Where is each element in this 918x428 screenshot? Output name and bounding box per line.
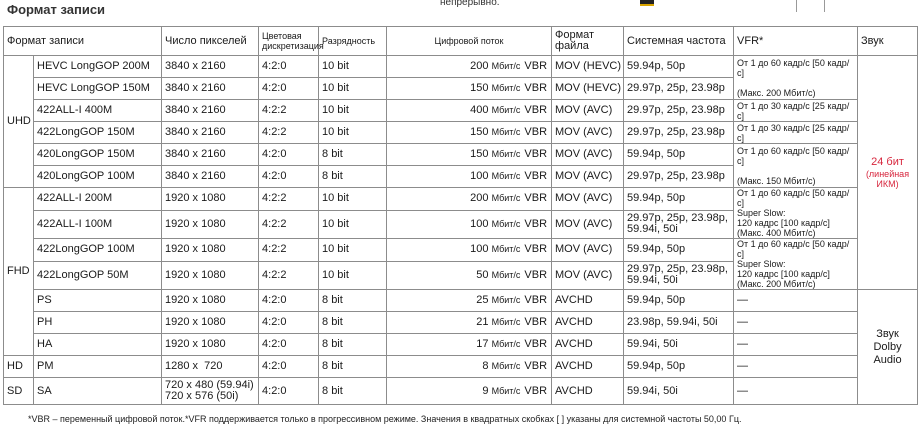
system-frequency: 59.94i, 50i	[624, 378, 734, 405]
system-frequency: 59.94p, 50p	[624, 239, 734, 262]
pixel-count: 3840 x 2160	[162, 78, 259, 100]
format-name: PS	[34, 290, 162, 312]
bitrate: 50 Мбит/с VBR	[387, 261, 552, 289]
bitrate: 200 Мбит/с VBR	[387, 188, 552, 211]
header-color-sampling: Цветовая дискретизация	[259, 27, 319, 56]
bitrate: 150 Мбит/с VBR	[387, 78, 552, 100]
table-row	[4, 144, 918, 166]
system-frequency: 23.98p, 59.94i, 50i	[624, 312, 734, 334]
file-format: AVCHD	[552, 334, 624, 356]
file-format: MOV (AVC)	[552, 210, 624, 238]
color-sampling: 4:2:0	[259, 78, 319, 100]
bit-depth: 8 bit	[319, 144, 387, 166]
color-sampling: 4:2:2	[259, 210, 319, 238]
format-name: 422LongGOP 50M	[34, 261, 162, 289]
bitrate: 9 Мбит/с VBR	[387, 378, 552, 405]
pixel-count: 1280 x 720	[162, 356, 259, 378]
vfr-cell: —	[734, 378, 858, 405]
system-frequency: 59.94i, 50i	[624, 334, 734, 356]
format-name: 420LongGOP 150M	[34, 144, 162, 166]
table-row	[4, 188, 918, 211]
format-name: 422LongGOP 100M	[34, 239, 162, 262]
pixel-count: 3840 x 2160	[162, 122, 259, 144]
bitrate: 100 Мбит/с VBR	[387, 210, 552, 238]
vfr-cell: —	[734, 312, 858, 334]
table-row	[4, 122, 918, 144]
color-sampling: 4:2:2	[259, 100, 319, 122]
color-sampling: 4:2:0	[259, 144, 319, 166]
table-row	[4, 239, 918, 262]
table-row	[4, 56, 918, 78]
file-format: AVCHD	[552, 356, 624, 378]
footnote: *VBR – переменный цифровой поток.*VFR поддерживается только в прогрессивном режиме. Значения в квадратных скобках [ ] указаны для системной частоты 50,00 Гц.	[28, 414, 742, 424]
format-name: HA	[34, 334, 162, 356]
vfr-cell: От 1 до 30 кадр/с [25 кадр/с]	[734, 100, 858, 122]
bit-depth: 8 bit	[319, 378, 387, 405]
file-format: MOV (AVC)	[552, 100, 624, 122]
bitrate: 25 Мбит/с VBR	[387, 290, 552, 312]
header-bit-depth: Разрядность	[319, 27, 387, 56]
bit-depth: 10 bit	[319, 100, 387, 122]
pixel-count: 720 x 480 (59.94i) 720 x 576 (50i)	[162, 378, 259, 405]
bitrate: 8 Мбит/с VBR	[387, 356, 552, 378]
bit-depth: 10 bit	[319, 239, 387, 262]
pixel-count: 3840 x 2160	[162, 56, 259, 78]
color-sampling: 4:2:2	[259, 122, 319, 144]
pixel-count: 3840 x 2160	[162, 144, 259, 166]
file-format: MOV (HEVC)	[552, 56, 624, 78]
bit-depth: 8 bit	[319, 356, 387, 378]
pixel-count: 1920 x 1080	[162, 290, 259, 312]
top-text-fragment: непрерывно.	[440, 0, 500, 8]
system-frequency: 29.97p, 25p, 23.98p	[624, 78, 734, 100]
bitrate: 17 Мбит/с VBR	[387, 334, 552, 356]
file-format: MOV (AVC)	[552, 239, 624, 262]
vfr-cell: —	[734, 356, 858, 378]
audio-dolby: Звук Dolby Audio	[858, 290, 918, 405]
file-format: AVCHD	[552, 378, 624, 405]
bit-depth: 8 bit	[319, 290, 387, 312]
system-frequency: 59.94p, 50p	[624, 356, 734, 378]
pixel-count: 1920 x 1080	[162, 188, 259, 211]
bit-depth: 10 bit	[319, 188, 387, 211]
header-format: Формат записи	[4, 27, 162, 56]
vfr-cell: От 1 до 30 кадр/с [25 кадр/с]	[734, 122, 858, 144]
color-sampling: 4:2:0	[259, 334, 319, 356]
system-frequency: 29.97p, 25p, 23.98p	[624, 122, 734, 144]
system-frequency: 59.94p, 50p	[624, 144, 734, 166]
vfr-cell: От 1 до 60 кадр/с [50 кадр/с] Super Slow: 120 кадрс [100 кадр/с] (Макс. 400 Мбит/с)	[734, 188, 858, 239]
color-sampling: 4:2:2	[259, 261, 319, 289]
format-name: PH	[34, 312, 162, 334]
format-name: 422LongGOP 150M	[34, 122, 162, 144]
header-system-frequency: Системная частота	[624, 27, 734, 56]
bit-depth: 10 bit	[319, 261, 387, 289]
vfr-cell: —	[734, 334, 858, 356]
pixel-count: 1920 x 1080	[162, 239, 259, 262]
color-sampling: 4:2:0	[259, 290, 319, 312]
table-row	[4, 312, 918, 334]
bitrate: 100 Мбит/с VBR	[387, 166, 552, 188]
color-sampling: 4:2:0	[259, 356, 319, 378]
bitrate: 100 Мбит/с VBR	[387, 239, 552, 262]
file-format: MOV (AVC)	[552, 166, 624, 188]
format-name: HEVC LongGOP 200M	[34, 56, 162, 78]
bit-depth: 10 bit	[319, 56, 387, 78]
bitrate: 400 Мбит/с VBR	[387, 100, 552, 122]
vfr-cell: От 1 до 60 кадр/с [50 кадр/с] (Макс. 150 Мбит/с)	[734, 144, 858, 188]
table-row	[4, 378, 918, 405]
camera-icon	[640, 0, 654, 6]
file-format: MOV (AVC)	[552, 261, 624, 289]
vfr-cell: От 1 до 60 кадр/с [50 кадр/с] (Макс. 200 Мбит/с)	[734, 56, 858, 100]
file-format: MOV (AVC)	[552, 122, 624, 144]
format-name: 422ALL-I 100M	[34, 210, 162, 238]
color-sampling: 4:2:2	[259, 239, 319, 262]
bit-depth: 8 bit	[319, 312, 387, 334]
format-name: 422ALL-I 400M	[34, 100, 162, 122]
table-row	[4, 100, 918, 122]
bit-depth: 8 bit	[319, 166, 387, 188]
color-sampling: 4:2:2	[259, 188, 319, 211]
pixel-count: 1920 x 1080	[162, 334, 259, 356]
system-frequency: 29.97p, 25p, 23.98p	[624, 100, 734, 122]
audio-lpcm: 24 бит (линейная ИКМ)	[858, 56, 918, 290]
file-format: MOV (AVC)	[552, 144, 624, 166]
format-name: 422ALL-I 200M	[34, 188, 162, 211]
pixel-count: 1920 x 1080	[162, 261, 259, 289]
format-name: 420LongGOP 100M	[34, 166, 162, 188]
header-sound: Звук	[858, 27, 918, 56]
pixel-count: 1920 x 1080	[162, 210, 259, 238]
bit-depth: 10 bit	[319, 210, 387, 238]
system-frequency: 59.94p, 50p	[624, 188, 734, 211]
color-sampling: 4:2:0	[259, 56, 319, 78]
system-frequency: 29.97p, 25p, 23.98p, 59.94i, 50i	[624, 210, 734, 238]
file-format: AVCHD	[552, 290, 624, 312]
bitrate: 150 Мбит/с VBR	[387, 144, 552, 166]
system-frequency: 29.97p, 25p, 23.98p, 59.94i, 50i	[624, 261, 734, 289]
format-name: PM	[34, 356, 162, 378]
color-sampling: 4:2:0	[259, 166, 319, 188]
vfr-cell: От 1 до 60 кадр/с [50 кадр/с] Super Slow: 120 кадрс [100 кадр/с] (Макс. 200 Мбит/с)	[734, 239, 858, 290]
pixel-count: 1920 x 1080	[162, 312, 259, 334]
header-vfr: VFR*	[734, 27, 858, 56]
color-sampling: 4:2:0	[259, 312, 319, 334]
system-frequency: 29.97p, 25p, 23.98p	[624, 166, 734, 188]
divider	[796, 0, 797, 12]
system-frequency: 59.94p, 50p	[624, 290, 734, 312]
system-frequency: 59.94p, 50p	[624, 56, 734, 78]
format-name: SA	[34, 378, 162, 405]
file-format: MOV (AVC)	[552, 188, 624, 211]
bitrate: 150 Мбит/с VBR	[387, 122, 552, 144]
group-label-sd: SD	[4, 378, 34, 405]
table-row	[4, 334, 918, 356]
vfr-cell: —	[734, 290, 858, 312]
bitrate: 21 Мбит/с VBR	[387, 312, 552, 334]
bit-depth: 10 bit	[319, 122, 387, 144]
table-row	[4, 290, 918, 312]
color-sampling: 4:2:0	[259, 378, 319, 405]
file-format: AVCHD	[552, 312, 624, 334]
pixel-count: 3840 x 2160	[162, 166, 259, 188]
recording-format-table	[3, 26, 918, 405]
divider	[824, 0, 825, 12]
header-bitrate: Цифровой поток	[387, 27, 552, 56]
bit-depth: 8 bit	[319, 334, 387, 356]
pixel-count: 3840 x 2160	[162, 100, 259, 122]
format-name: HEVC LongGOP 150M	[34, 78, 162, 100]
header-row	[4, 27, 918, 56]
group-label-fhd: FHD	[4, 188, 34, 356]
table-row	[4, 356, 918, 378]
file-format: MOV (HEVC)	[552, 78, 624, 100]
header-pixels: Число пикселей	[162, 27, 259, 56]
section-title: Формат записи	[7, 2, 106, 17]
group-label-hd: HD	[4, 356, 34, 378]
header-file-format: Формат файла	[552, 27, 624, 56]
bit-depth: 10 bit	[319, 78, 387, 100]
bitrate: 200 Мбит/с VBR	[387, 56, 552, 78]
group-label-uhd: UHD	[4, 56, 34, 188]
